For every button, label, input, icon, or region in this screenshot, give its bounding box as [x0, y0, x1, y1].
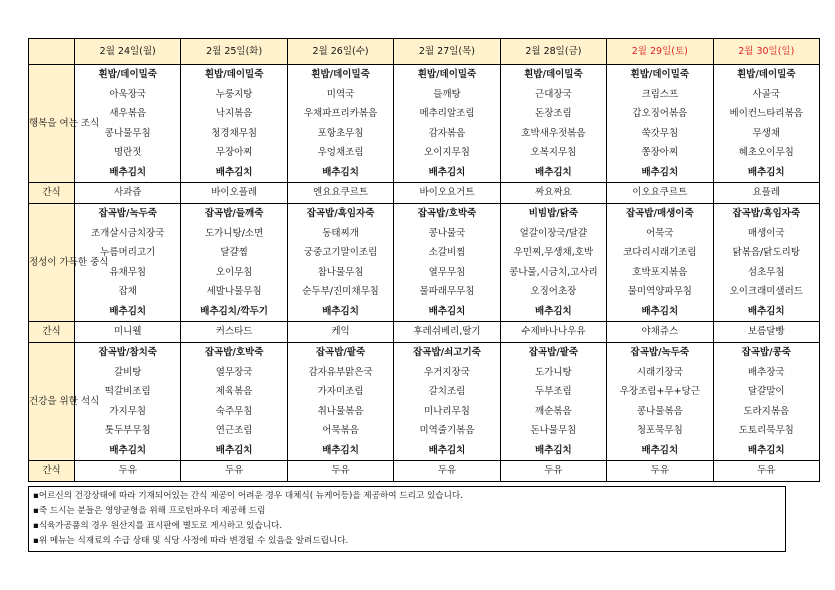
- menu-item: 명란젓: [113, 147, 142, 158]
- menu-item: 흰밥/데이밀죽: [524, 69, 583, 80]
- menu-item: 코다리시래기조림: [623, 247, 697, 258]
- menu-item: 베이컨느타리볶음: [729, 108, 803, 119]
- note-line: ▪어르신의 건강상태에 따라 기재되어있는 간식 제공이 어려운 경우 대체식( 뉴케어등)을 제공하여 드리고 있습니다.: [33, 491, 463, 501]
- menu-item: 호박포지볶음: [632, 266, 688, 278]
- notes-box: [28, 486, 786, 552]
- menu-item: 배추김치: [535, 166, 572, 178]
- snack-item: 바이오플레: [181, 183, 287, 204]
- menu-item: 배추김치: [215, 444, 253, 456]
- snack-item: 엔요요쿠르트: [287, 183, 393, 204]
- lunch-menu-cell: [394, 204, 500, 322]
- breakfast-row: [29, 65, 820, 183]
- menu-item: 배추김치: [641, 166, 679, 178]
- menu-item: 쑥갓무침: [641, 127, 679, 139]
- snack-item: 요플레: [713, 183, 819, 204]
- menu-item: 깨순볶음: [535, 405, 572, 417]
- menu-item: 도라지볶음: [743, 405, 790, 417]
- menu-item: 포항초무침: [317, 127, 364, 139]
- menu-item: 콩나물국: [428, 227, 466, 239]
- menu-item: 배추김치: [428, 305, 466, 317]
- menu-item: 연근조림: [215, 425, 253, 436]
- dinner-row: [29, 343, 820, 461]
- menu-item: 배추김치/깍두기: [200, 305, 268, 317]
- snack-item: 미니웰: [75, 322, 181, 343]
- lunch-label: 정성이 가득한 중식: [29, 204, 75, 322]
- lunch-menu-cell: [287, 204, 393, 322]
- menu-item: 잡곡밥/녹두죽: [630, 347, 690, 358]
- snack-item: 두유: [500, 461, 606, 482]
- menu-item: 물파래무무침: [419, 286, 475, 297]
- snack-item: 짜요짜요: [500, 183, 606, 204]
- menu-item: 아욱장국: [109, 88, 147, 100]
- day-header-weekend: 2월 29일(토): [607, 39, 713, 65]
- menu-item: 배추김치: [641, 305, 679, 317]
- menu-item: 배추김치: [215, 166, 253, 178]
- menu-item: 오이지무침: [424, 147, 470, 158]
- breakfast-menu-cell: [607, 65, 713, 183]
- menu-item: 배추김치: [109, 444, 147, 456]
- menu-item: 배추김치: [747, 444, 785, 456]
- menu-item: 세발나물무침: [206, 286, 262, 297]
- menu-item: 배추김치: [747, 305, 785, 317]
- menu-item: 배추김치: [535, 444, 572, 456]
- menu-item: 소갈비찜: [428, 247, 466, 258]
- menu-item: 닭볶음/닭도리탕: [732, 247, 800, 258]
- menu-item: 배추김치: [109, 166, 147, 178]
- menu-item: 무생채: [752, 127, 781, 139]
- menu-item: 누름머리고기: [100, 247, 156, 258]
- menu-item: 돈나물무침: [530, 425, 577, 436]
- snack-item: 커스타드: [181, 322, 287, 343]
- menu-item: 잡곡밥/매생이죽: [625, 208, 694, 219]
- menu-item: 제육볶음: [215, 386, 253, 397]
- snack-row-2: [29, 322, 820, 343]
- menu-item: 우거지장국: [424, 366, 470, 378]
- snack-item: 두유: [607, 461, 713, 482]
- note-line: ▪죽 드시는 분들은 영양균형을 위해 프로틴파우더 제공해 드림: [33, 506, 266, 516]
- menu-item: 누룽지탕: [215, 88, 253, 100]
- menu-item: 미역국: [326, 88, 355, 100]
- lunch-menu-cell: [607, 204, 713, 322]
- day-header: 2월 28일(금): [500, 39, 606, 65]
- menu-item: 콩나물,시금치,고사리: [509, 266, 598, 278]
- menu-item: 달걀말이: [747, 386, 785, 397]
- menu-item: 호박새우젓볶음: [521, 127, 586, 139]
- menu-item: 도가니탕/소면: [205, 227, 264, 239]
- day-header: 2월 26일(수): [287, 39, 393, 65]
- menu-item: 흰밥/데이밀죽: [98, 69, 157, 80]
- menu-item: 메추리알조림: [419, 108, 475, 119]
- menu-item: 감자볶음: [428, 127, 466, 139]
- menu-item: 우민찌,무생채,호박: [513, 247, 594, 258]
- menu-item: 우장조림+무+당근: [619, 386, 700, 397]
- snack-item: 수제바나나우유: [500, 322, 606, 343]
- menu-item: 오복지무침: [530, 147, 577, 158]
- menu-item: 궁중고기말이조림: [303, 247, 378, 258]
- menu-item: 잡곡밥/들깨죽: [204, 208, 264, 219]
- menu-item: 취나물볶음: [317, 405, 364, 417]
- menu-item: 갈비탕: [113, 366, 142, 378]
- menu-item: 잡곡밥/녹두죽: [98, 208, 157, 219]
- menu-item: 유채무침: [109, 266, 147, 278]
- menu-item: 배추김치: [322, 444, 359, 456]
- menu-item: 흰밥/데이밀죽: [736, 69, 796, 80]
- menu-item: 무장아찌: [215, 147, 253, 158]
- snack-label: 간식: [29, 183, 75, 204]
- menu-item: 근대장국: [535, 88, 572, 100]
- menu-item: 배추김치: [322, 305, 359, 317]
- menu-item: 들깨탕: [433, 88, 461, 100]
- menu-item: 혜초오이무침: [738, 147, 794, 158]
- day-header: 2월 24일(월): [75, 39, 181, 65]
- dinner-menu-cell: [181, 343, 287, 461]
- day-header: 2월 25일(화): [181, 39, 287, 65]
- menu-item: 잡곡밥/흑임자죽: [732, 208, 801, 219]
- snack-item: 두유: [287, 461, 393, 482]
- menu-item: 미역줄기볶음: [419, 425, 475, 436]
- corner-cell: [29, 39, 75, 65]
- menu-item: 미나리무침: [424, 405, 470, 417]
- menu-item: 청경채무침: [211, 127, 258, 139]
- menu-item: 우채파프리카볶음: [303, 108, 378, 119]
- dinner-menu-cell: [713, 343, 819, 461]
- menu-item: 배추김치: [747, 166, 785, 178]
- menu-item: 참나물무침: [317, 266, 364, 278]
- snack-item: 보름달빵: [713, 322, 819, 343]
- lunch-menu-cell: [181, 204, 287, 322]
- note-line: ▪위 메뉴는 식재료의 수급 상태 및 식당 사정에 따라 변경될 수 있음을 알려드립니다.: [33, 536, 349, 546]
- snack-item: 사과즙: [75, 183, 181, 204]
- menu-item: 돈장조림: [535, 108, 572, 119]
- menu-item: 흰밥/데이밀죽: [630, 69, 690, 80]
- menu-item: 흰밥/데이밀죽: [417, 69, 477, 80]
- header-row: [29, 39, 820, 65]
- menu-item: 흰밥/데이밀죽: [204, 69, 264, 80]
- menu-item: 잡곡밥/콩죽: [741, 347, 791, 358]
- menu-item: 잡곡밥/팥죽: [315, 347, 366, 358]
- breakfast-menu-cell: [500, 65, 606, 183]
- snack-item: 후레쉬베리,딸기: [394, 322, 500, 343]
- snack-item: 야채쥬스: [607, 322, 713, 343]
- menu-item: 오이무침: [215, 266, 253, 278]
- menu-item: 갈치조림: [428, 386, 466, 397]
- menu-item: 조개살시금치장국: [91, 227, 165, 239]
- menu-item: 동태찌개: [322, 227, 359, 239]
- day-header: 2월 27일(목): [394, 39, 500, 65]
- breakfast-menu-cell: [287, 65, 393, 183]
- snack-item: 두유: [713, 461, 819, 482]
- menu-item: 배추김치: [535, 305, 572, 317]
- menu-item: 새우볶음: [109, 108, 147, 119]
- note-line: ▪식육가공품의 경우 원산지를 표시판에 별도로 게시하고 있습니다.: [33, 521, 283, 531]
- menu-item: 청포묵무침: [636, 425, 683, 436]
- menu-item: 섬초무침: [747, 266, 785, 278]
- menu-item: 콩나물무침: [104, 127, 151, 139]
- menu-item: 우엉채조림: [317, 147, 364, 158]
- menu-item: 잡곡밥/쇠고기죽: [413, 347, 481, 358]
- snack-row-1: [29, 183, 820, 204]
- day-header-weekend: 2월 30일(일): [713, 39, 819, 65]
- menu-item: 배추김치: [428, 444, 466, 456]
- menu-item: 도가니탕: [535, 366, 572, 378]
- snack-label: 간식: [29, 322, 75, 343]
- snack-item: 두유: [181, 461, 287, 482]
- menu-item: 열무장국: [215, 366, 253, 378]
- breakfast-menu-cell: [394, 65, 500, 183]
- menu-item: 크림스프: [641, 88, 679, 100]
- menu-item: 오이크래미샐러드: [729, 286, 803, 297]
- breakfast-label: 행복을 여는 조식: [29, 65, 75, 183]
- menu-item: 잡곡밥/호박죽: [417, 208, 477, 219]
- menu-item: 감자유부맑은국: [308, 366, 373, 378]
- snack-item: 두유: [394, 461, 500, 482]
- menu-item: 배추김치: [641, 444, 679, 456]
- lunch-row: [29, 204, 820, 322]
- menu-item: 시래기장국: [636, 366, 683, 378]
- menu-item: 톳두부무침: [104, 425, 151, 436]
- menu-item: 도토리묵무침: [738, 425, 794, 436]
- menu-item: 사골국: [752, 88, 781, 100]
- snack-label: 간식: [29, 461, 75, 482]
- menu-item: 배추김치: [109, 305, 147, 317]
- menu-item: 가지무침: [109, 405, 147, 417]
- menu-item: 잡채: [118, 286, 137, 297]
- menu-item: 순두부/진미채무침: [302, 286, 379, 297]
- snack-item: 두유: [75, 461, 181, 482]
- menu-item: 잡곡밥/호박죽: [204, 347, 264, 358]
- dinner-menu-cell: [287, 343, 393, 461]
- menu-item: 열무무침: [428, 266, 466, 278]
- menu-item: 매생이국: [747, 227, 785, 239]
- menu-item: 물미역양파무침: [627, 286, 692, 297]
- menu-item: 가자미조림: [317, 386, 364, 397]
- menu-item: 배추김치: [322, 166, 359, 178]
- menu-item: 떡갈비조림: [104, 386, 151, 397]
- menu-item: 낙지볶음: [215, 108, 253, 119]
- menu-item: 흰밥/데이밀죽: [311, 69, 370, 80]
- menu-item: 배추장국: [747, 366, 785, 378]
- menu-item: 갑오징어볶음: [632, 108, 688, 119]
- menu-item: 달걀찜: [220, 247, 248, 258]
- menu-item: 얼갈이장국/달걀: [519, 227, 588, 239]
- menu-item: 콩나물볶음: [636, 405, 683, 417]
- dinner-menu-cell: [394, 343, 500, 461]
- menu-item: 숙주무침: [215, 405, 253, 417]
- breakfast-menu-cell: [181, 65, 287, 183]
- snack-item: 이오요쿠르트: [607, 183, 713, 204]
- snack-row-3: [29, 461, 820, 482]
- dinner-menu-cell: [500, 343, 606, 461]
- snack-item: 케익: [287, 322, 393, 343]
- breakfast-menu-cell: [713, 65, 819, 183]
- lunch-menu-cell: [500, 204, 606, 322]
- dinner-menu-cell: [607, 343, 713, 461]
- menu-item: 잡곡밥/흑임자죽: [306, 208, 375, 219]
- menu-item: 쫑장아찌: [641, 147, 679, 158]
- weekly-menu-table: [28, 38, 820, 482]
- lunch-menu-cell: [713, 204, 819, 322]
- snack-item: 바이오요거트: [394, 183, 500, 204]
- menu-item: 배추김치: [428, 166, 466, 178]
- menu-item: 두부조림: [535, 386, 572, 397]
- menu-item: 잡곡밥/참치죽: [98, 347, 157, 358]
- dinner-label: 건강을 위한 석식: [29, 343, 75, 461]
- menu-item: 어묵볶음: [322, 425, 359, 436]
- menu-item: 잡곡밥/팥죽: [528, 347, 579, 358]
- menu-item: 오징어초장: [530, 286, 577, 297]
- menu-item: 비빔밥/닭죽: [528, 208, 579, 219]
- menu-item: 어묵국: [646, 227, 674, 239]
